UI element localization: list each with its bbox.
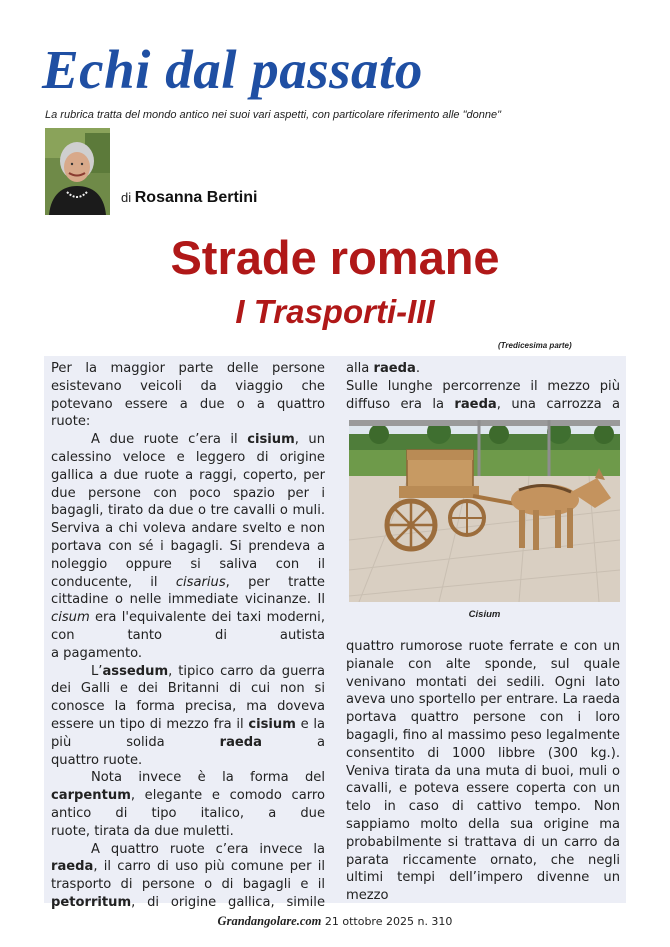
paragraph: A quattro ruote c’era invece la raeda, il carro di uso più comune per il trasporto di persone o di bagagli e il petorritum, di origine gallica, simile xyxy=(51,841,325,910)
author-photo xyxy=(45,128,110,215)
part-label: (Tredicesima parte) xyxy=(498,341,572,350)
rubric-tagline: La rubrica tratta del mondo antico nei suoi vari aspetti, con particolare riferimento alle "donne" xyxy=(45,109,502,121)
page-footer xyxy=(0,914,670,929)
author-name: Rosanna Bertini xyxy=(134,189,258,206)
paragraph: Per la maggior parte delle persone esistevano veicoli da viaggio che potevano essere a due o a quattro xyxy=(51,361,325,412)
article-column-right-top xyxy=(346,360,620,413)
footer-date-issue: 21 ottobre 2025 n. 310 xyxy=(321,915,453,928)
byline-prefix: di xyxy=(121,190,132,205)
article-column-right-bottom xyxy=(346,638,620,905)
byline xyxy=(121,189,257,207)
article-subtitle: I Trasporti-III xyxy=(235,293,435,330)
paragraph: quattro ruote. xyxy=(51,752,143,768)
paragraph: ruote, tirata da due muletti. xyxy=(51,823,234,839)
footer-site: Grandangolare.com xyxy=(217,914,322,928)
cisium-photo xyxy=(349,420,620,602)
paragraph: Sulle lunghe percorrenze il mezzo più diffuso era la raeda, una carrozza a xyxy=(346,378,620,412)
paragraph: L’assedum, tipico carro da guerra dei Galli e dei Britanni di cui non si conosce la forma precisa, ma doveva essere un tipo di mezzo fra il cisium e la più solida raeda a xyxy=(51,663,325,750)
article-column-left xyxy=(51,360,325,912)
paragraph: ruote: xyxy=(51,414,91,430)
figure-caption: Cisium xyxy=(468,609,501,620)
masthead-title: Echi dal passato xyxy=(42,39,423,100)
paragraph: A due ruote c’era il cisium, un calessino veloce e leggero di origine gallica a due ruote a raggi, coperto, per due persone con poco spazio per i bagagli, tirato da due o tre cavalli o muli. Serviva a chi voleva andare svelto e non portava con sé i bagagli. Si prendeva a noleggio oppure si saliva con il conducente, il cisarius, per tratte cittadine o nelle immediate vicinanze. Il cisum era l'equivalente dei taxi moderni, con tanto di autista xyxy=(51,432,325,643)
paragraph: alla raeda. xyxy=(346,361,421,376)
paragraph: quattro rumorose ruote ferrate e con un pianale con alte sponde, sul quale venivano montati dei sedili. Ogni lato aveva uno sportello per entrare. La raeda portava quattro persone con i loro bagagli, fino al massimo peso legalmente consentito di 1000 libbre (300 kg.). Veniva tirata da una muta di buoi, muli o cavalli, e poteva essere coperta con un telo in caso di cattivo tempo. Non sappiamo molto della sua origine ma probabilmente si trattava di un carro da parata riccamente ornato, che negli ultimi tempi dell’impero divenne un mezzo xyxy=(346,639,620,904)
article-title: Strade romane xyxy=(170,231,500,284)
paragraph: a pagamento. xyxy=(51,645,143,661)
paragraph: Nota invece è la forma del carpentum, elegante e comodo carro antico di tipo italico, a due xyxy=(51,770,325,821)
